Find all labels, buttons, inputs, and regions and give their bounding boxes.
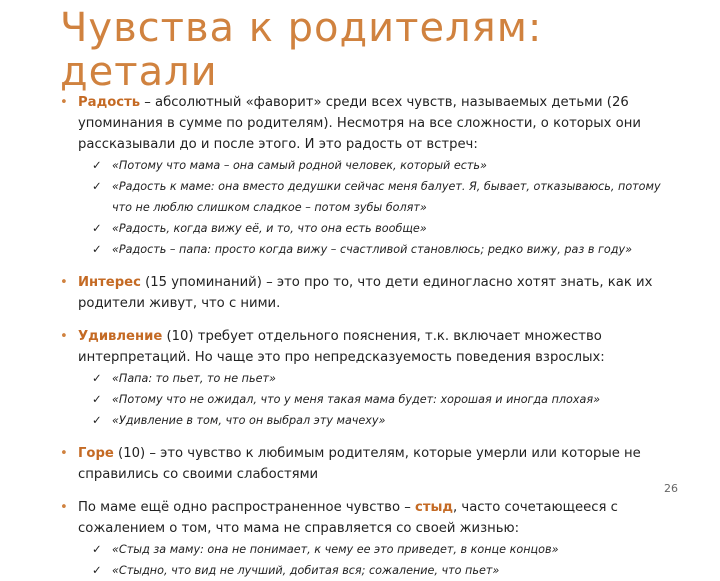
bullet-shame [60, 497, 672, 539]
shame-text-after: , часто сочетающееся с сожалением о том, что мама не справляется со своей жизнью: [78, 500, 618, 536]
checkmark-icon: ✓ [92, 563, 102, 577]
page-number: 26 [664, 482, 678, 495]
quote-item [60, 410, 672, 431]
keyword-shame: стыд [415, 500, 454, 515]
bullet-interest [60, 272, 672, 314]
keyword-interest: Интерес [78, 275, 141, 290]
interest-text: (15 упоминаний) – это про то, что дети единогласно хотят знать, как их родители живут, что с ними. [78, 275, 653, 311]
keyword-grief: Горе [78, 446, 114, 461]
quote-item [60, 389, 672, 410]
shame-text-before: По маме ещё одно распространенное чувство – [78, 500, 415, 515]
quote-text: «Стыд за маму: она не понимает, к чему ее это приведет, в конце концов» [112, 543, 559, 556]
quote-item [60, 218, 672, 239]
joy-text: – абсолютный «фаворит» среди всех чувств, называемых детьми (26 упоминания в сумме по родителям). Несмотря на все сложности, о которых они рассказывали до и после этого. И это радость от встреч: [78, 95, 641, 152]
quote-text: «Радость к маме: она вместо дедушки сейчас меня балует. Я, бывает, отказываюсь, потому что не люблю слишком сладкое – потом зубы болят» [112, 180, 661, 214]
bullet-surprise [60, 326, 672, 368]
quote-item [60, 539, 672, 560]
quote-text: «Стыдно, что вид не лучший, добитая вся; сожаление, что пьет» [112, 564, 500, 577]
quote-text: «Удивление в том, что он выбрал эту мачеху» [112, 414, 386, 427]
quote-text: «Радость, когда вижу её, и то, что она есть вообще» [112, 222, 427, 235]
keyword-surprise: Удивление [78, 329, 163, 344]
bullet-grief [60, 443, 672, 485]
checkmark-icon: ✓ [92, 158, 102, 172]
quote-text: «Потому что не ожидал, что у меня такая мама будет: хорошая и иногда плохая» [112, 393, 600, 406]
keyword-joy: Радость [78, 95, 141, 110]
quote-item [60, 560, 672, 581]
checkmark-icon: ✓ [92, 542, 102, 556]
quote-text: «Радость – папа: просто когда вижу – счастливой становлюсь; редко вижу, раз в году» [112, 243, 632, 256]
quote-item [60, 155, 672, 176]
surprise-text: (10) требует отдельного пояснения, т.к. включает множество интерпретаций. Но чаще это про непредсказуемость поведения взрослых: [78, 329, 605, 365]
checkmark-icon: ✓ [92, 221, 102, 235]
checkmark-icon: ✓ [92, 413, 102, 427]
quote-text: «Потому что мама – она самый родной человек, который есть» [112, 159, 487, 172]
quote-item [60, 239, 672, 260]
slide-content [60, 92, 672, 581]
quote-item [60, 176, 672, 218]
checkmark-icon: ✓ [92, 392, 102, 406]
bullet-joy [60, 92, 672, 155]
checkmark-icon: ✓ [92, 179, 102, 193]
grief-text: (10) – это чувство к любимым родителям, которые умерли или которые не справились со своими слабостями [78, 446, 641, 482]
checkmark-icon: ✓ [92, 371, 102, 385]
slide-title: Чувства к родителям: детали [60, 5, 543, 95]
quote-item [60, 368, 672, 389]
checkmark-icon: ✓ [92, 242, 102, 256]
quote-text: «Папа: то пьет, то не пьет» [112, 372, 276, 385]
